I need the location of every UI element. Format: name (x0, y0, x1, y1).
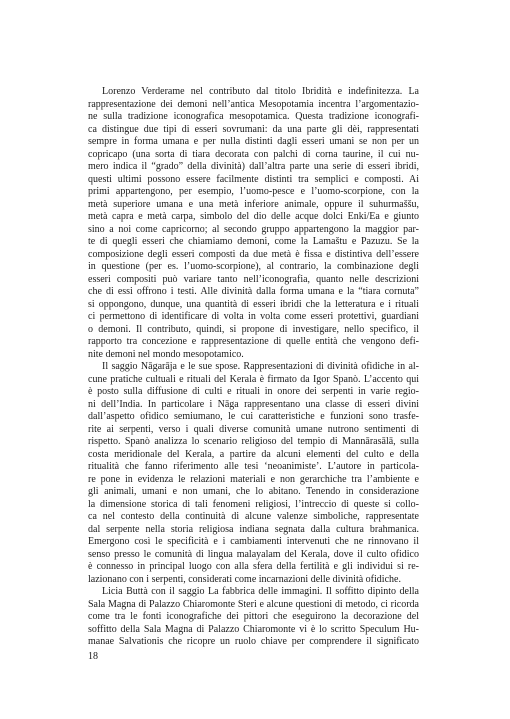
text-line: soffitto della Sala Magna di Palazzo Chiaromonte vi è lo scritto Speculum Hu- (88, 623, 419, 635)
body-text (88, 86, 419, 649)
text-line: nite demoni nel mondo mesopotamico. (88, 348, 244, 360)
text-line: o demoni. Il contributo, quindi, si propone di investigare, nello specifico, il (88, 323, 419, 335)
text-line: Lorenzo Verderame nel contributo dal titolo Ibridità e indefinitezza. La (102, 86, 419, 97)
text-line: si oppongono, dunque, una quantità di esseri ibridi che la letteratura e i rituali (88, 298, 419, 310)
text-line: ne sulla tradizione iconografica mesopotamica. Questa tradizione iconografi- (88, 111, 419, 122)
text-line: rite ai serpenti, verso i quali diverse comunità umane nutrono sentimenti di (88, 423, 419, 435)
text-line: sempre in forma umana e per nulla distinti dagli esseri umani se non per un (88, 136, 419, 147)
text-line: lazionano con i serpenti, considerati come incarnazioni delle divinità ofidiche. (88, 573, 401, 585)
text-line: ca distingue due tipi di esseri sovrumani: da una parte gli dèi, rappresentati (88, 123, 419, 135)
text-line: Licia Buttà con il saggio La fabbrica delle immagini. Il soffitto dipinto della (102, 586, 419, 597)
text-line: Emergono così le specificità e i cambiamenti intervenuti che ne rinnovano il (88, 536, 419, 547)
text-line: cune pratiche cultuali e rituali del Kerala è firmato da Igor Spanò. L’accento qui (88, 373, 419, 385)
text-line: mero indica il “grado” della divinità) dall’altra parte una serie di esseri ibridi, (88, 161, 419, 172)
text-line: rappresentazione dei demoni nell’antica Mesopotamia incentra l’argomentazio- (88, 98, 419, 110)
text-line: Il saggio Nāgarāja e le sue spose. Rappresentazioni di divinità ofidiche in al- (102, 361, 419, 372)
text-line: rispetto. Spanò analizza lo scenario religioso del tempio di Mannārasālā, sulla (88, 436, 419, 447)
text-line: ritualità che fanno riferimento alle tesi ‘neoanimiste’. L’autore in particola- (88, 461, 419, 472)
text-line: ca nel contesto della continuità di alcune valenze simboliche, rappresentate (88, 511, 419, 522)
page-number: 18 (88, 651, 98, 662)
text-line: la dimensione storica di tali fenomeni religiosi, l’intreccio di queste si collo- (88, 498, 419, 510)
text-line: primi appartengono, per esempio, l’uomo-pesce e l’uomo-scorpione, con la (88, 186, 419, 197)
text-line: che di essi offrono i testi. Alle divinità dalla forma umana e la “tiara cornuta” (88, 286, 419, 297)
text-line: ni dell’India. In particolare i Nāga rappresentano una classe di esseri divini (88, 398, 419, 410)
text-line: dal serpente nella storia religiosa indiana segnata dalla cultura brahmanica. (88, 523, 419, 535)
text-line: rapporto tra concezione e rappresentazione di quelle entità che vengono defi- (88, 336, 419, 347)
text-line: manae Salvationis che ricopre un ruolo chiave per comprendere il significato (88, 636, 419, 647)
text-line: metà capra e metà carpa, simbolo del dio delle acque dolci Enki/Ea e giunto (88, 211, 419, 222)
text-line: gli animali, umani e non umani, che lo abitano. Tenendo in considerazione (88, 486, 419, 497)
text-line: è posto sulla diffusione di culti e rituali in onore dei serpenti in varie regio- (88, 386, 419, 397)
text-line: Sala Magna di Palazzo Chiaromonte Steri e alcune questioni di metodo, ci ricorda (88, 598, 419, 610)
text-line: costa meridionale del Kerala, a partire da alcuni elementi del culto e della (88, 448, 419, 460)
text-line: dall’aspetto ofidico semiumano, le cui caratteristiche e funzioni sono trasfe- (88, 411, 419, 422)
text-line: copricapo (una sorta di tiara decorata con palchi di corna taurine, il cui nu- (88, 148, 419, 160)
text-line: composizione degli esseri composti da due metà è fissa e distintiva dell’essere (88, 248, 419, 260)
text-line: ci permettono di identificare di volta in volta come esseri protettivi, guardiani (88, 311, 419, 322)
text-line: re pone in evidenza le relazioni materiali e non gerarchiche tra l’ambiente e (88, 473, 419, 485)
text-line: questi ultimi possono essere facilmente distinti tra semplici e composti. Ai (88, 173, 419, 185)
text-line: metà superiore umana e una metà inferiore animale, oppure il suhurmaššu, (88, 198, 419, 210)
text-line: senso presso le comunità di lingua malayalam del Kerala, dove il culto ofidico (88, 548, 419, 560)
text-line: come tra le fonti iconografiche dei pittori che eseguirono la decorazione del (88, 611, 419, 622)
text-line: sino a noi come capricorno; al secondo gruppo appartengono la maggior par- (88, 223, 419, 235)
text-line: è connesso in principal luogo con alla sfera della fertilità e gli individui si re- (88, 561, 419, 572)
text-line: in questione (per es. l’uomo-scorpione), al contrario, la combinazione degli (88, 261, 419, 272)
text-line: te di quegli esseri che chiamiamo demoni, come la Lamaštu e Pazuzu. Se la (88, 236, 419, 247)
text-line: esseri compositi può variare tanto nell’iconografia, quanto nelle descrizioni (88, 273, 419, 285)
